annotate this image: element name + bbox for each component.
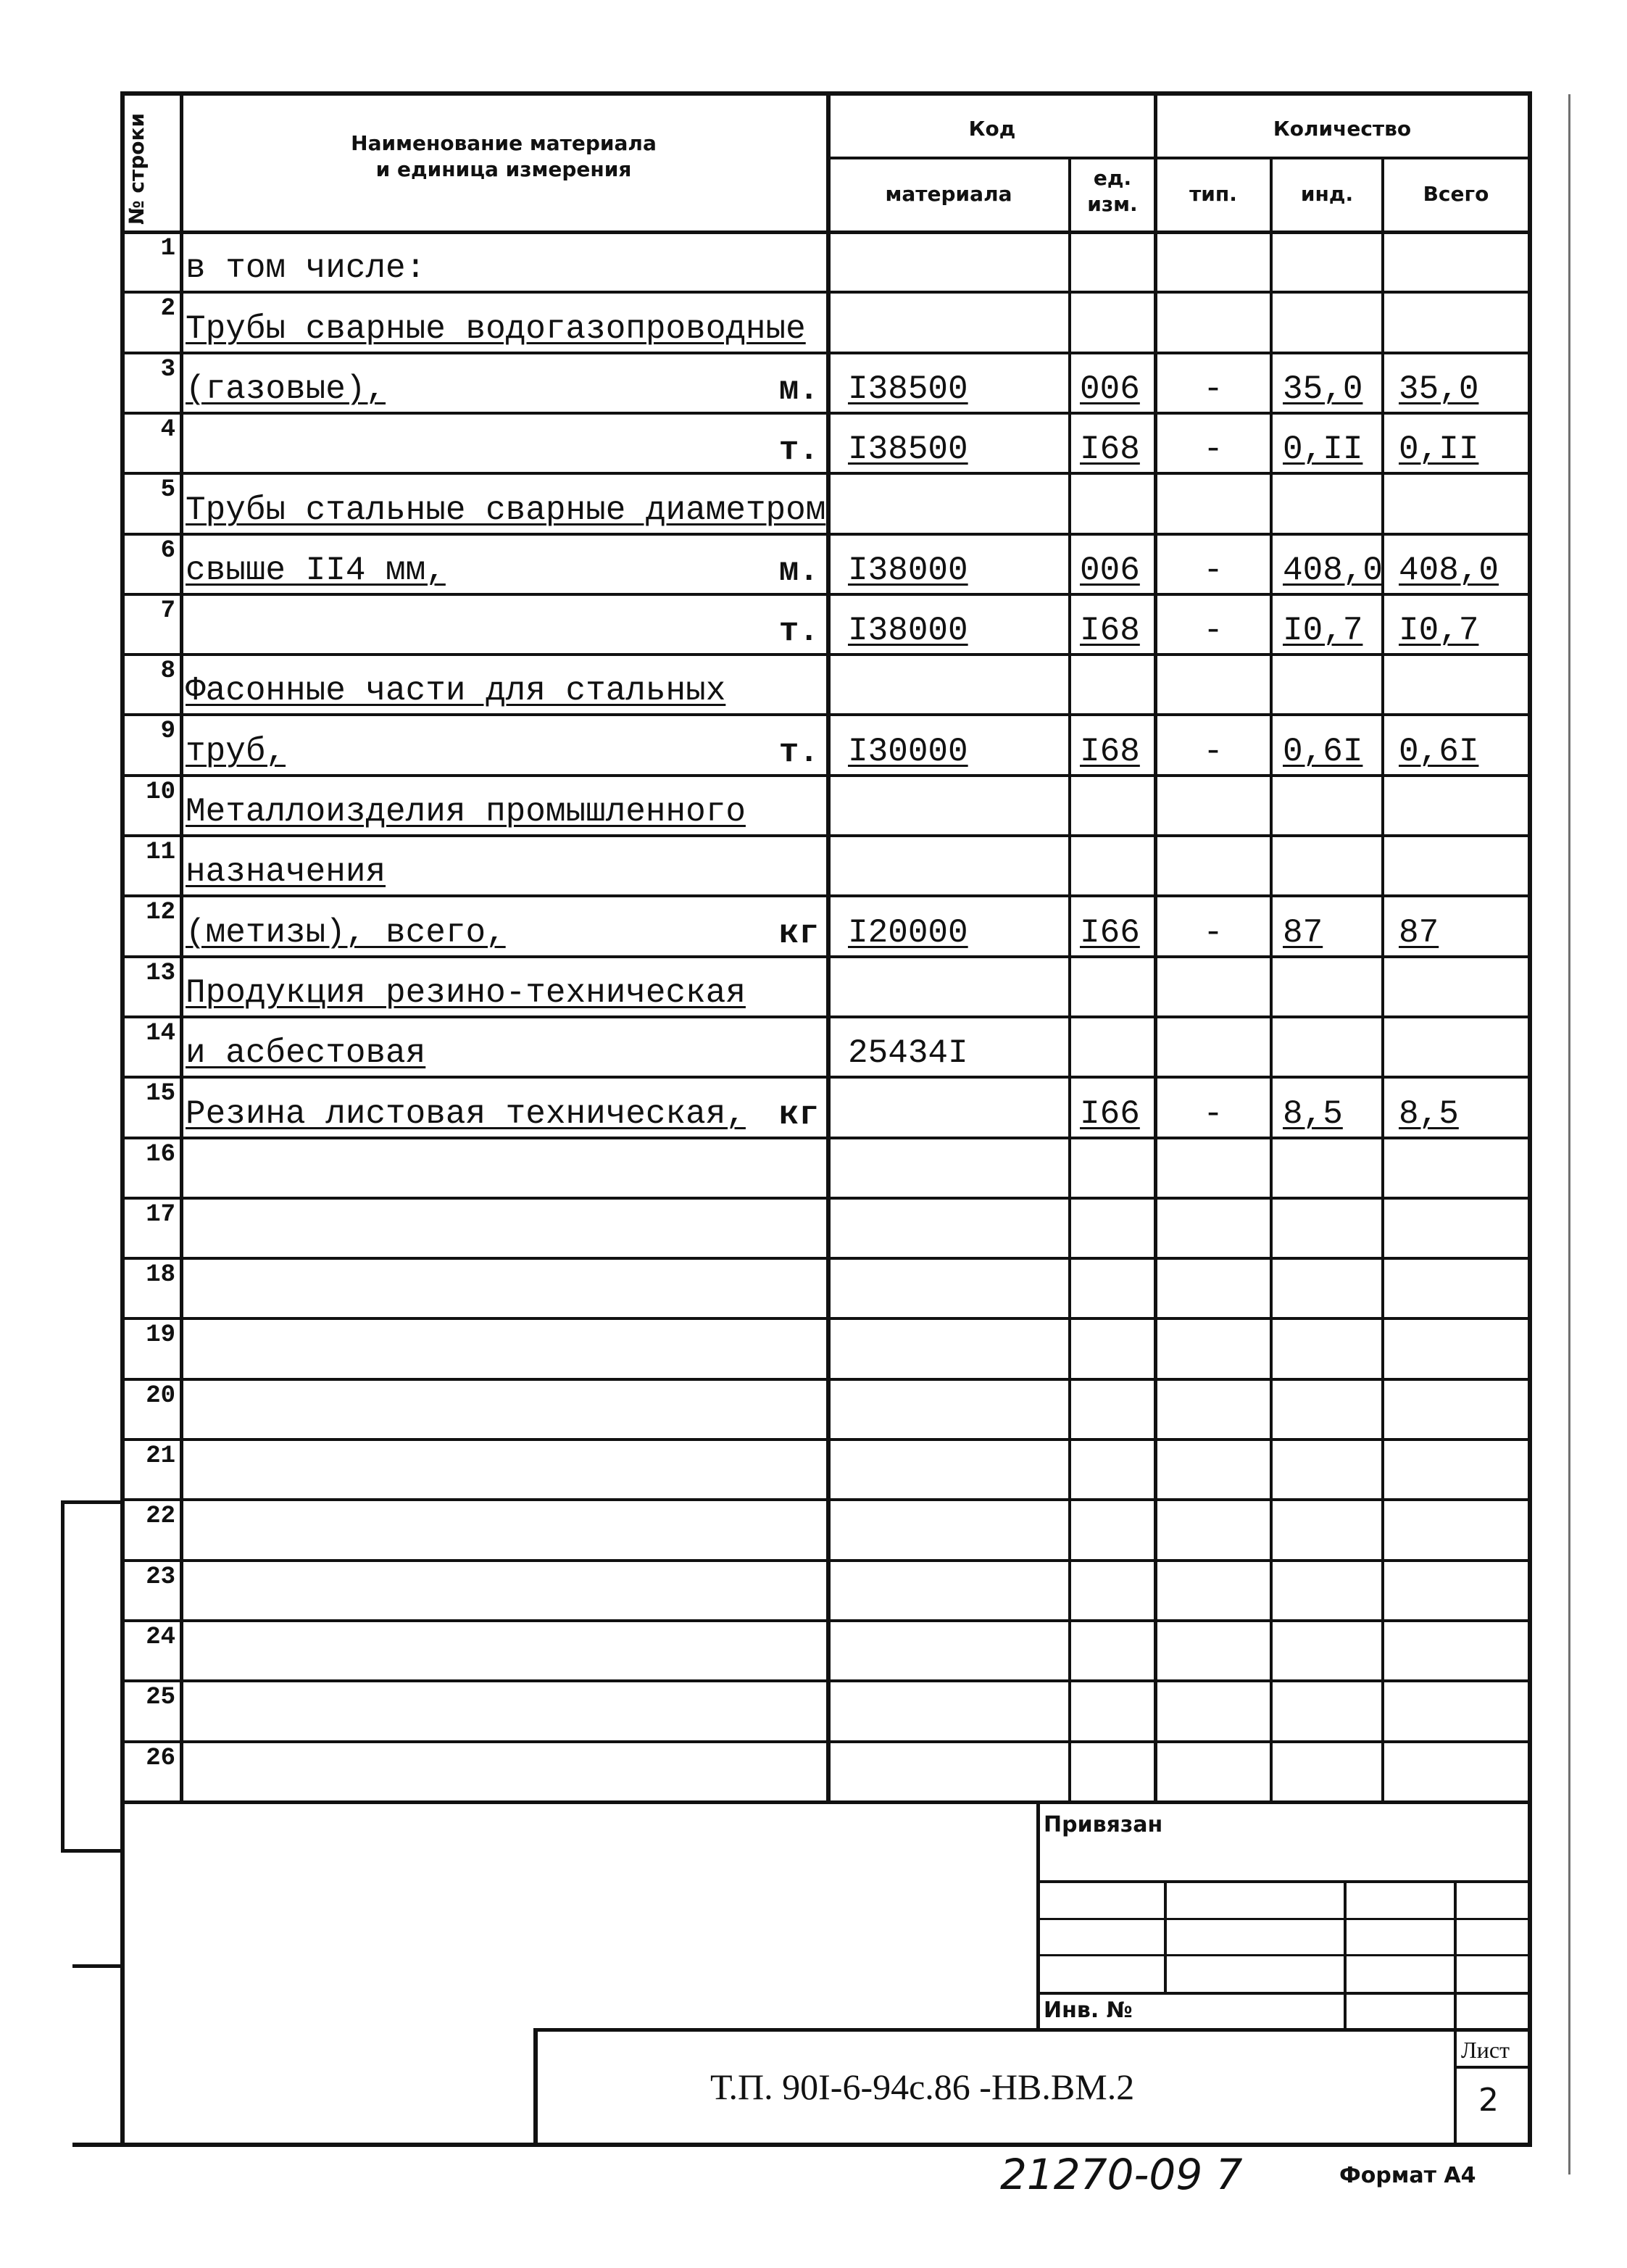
material-name: свыше II4 мм, <box>186 552 446 589</box>
row-divider <box>122 1679 1532 1682</box>
qty-total: 0,6I <box>1399 733 1479 770</box>
frame-right <box>1528 91 1532 2143</box>
binding-tick-1 <box>61 1500 122 1504</box>
qty-total: 8,5 <box>1399 1095 1459 1133</box>
unit-label: м. <box>778 552 819 590</box>
row-divider <box>122 774 1532 777</box>
row-divider <box>122 1740 1532 1743</box>
row-divider <box>122 1076 1532 1079</box>
unit-code: I66 <box>1080 1095 1140 1133</box>
material-code: 25434I <box>848 1034 968 1072</box>
row-number: 8 <box>160 657 175 685</box>
col-line-number <box>180 91 183 1802</box>
row-number: 26 <box>146 1745 175 1772</box>
qty-total: 0,II <box>1399 431 1479 468</box>
stamp-h2 <box>1036 1918 1532 1920</box>
row-divider <box>122 1257 1532 1260</box>
inv-label: Инв. № <box>1044 1998 1133 2023</box>
col-line-ind <box>1381 157 1384 1802</box>
unit-label: т. <box>778 734 819 771</box>
row-number: 7 <box>160 597 175 625</box>
col-line-material <box>1068 157 1071 1802</box>
stamp-h3 <box>1036 1954 1532 1956</box>
header-quantity: Количество <box>1273 117 1412 141</box>
row-divider <box>122 533 1532 536</box>
qty-ind: 408,0 <box>1283 552 1383 589</box>
unit-code: I68 <box>1080 733 1140 770</box>
qty-tip: - <box>1203 612 1223 649</box>
stamp-top <box>122 1800 1532 1804</box>
row-number: 2 <box>160 295 175 323</box>
row-divider <box>122 1559 1532 1562</box>
row-divider <box>122 894 1532 897</box>
row-number: 23 <box>146 1563 175 1591</box>
qty-total: I0,7 <box>1399 612 1479 649</box>
row-divider <box>122 593 1532 596</box>
row-divider <box>122 1197 1532 1200</box>
material-name: Трубы сварные водогазопроводные <box>186 310 806 348</box>
row-number: 13 <box>146 960 175 987</box>
row-number: 6 <box>160 537 175 565</box>
row-divider <box>122 1015 1532 1018</box>
unit-label: т. <box>778 431 819 469</box>
stamp-h4 <box>1036 1992 1532 1995</box>
binding-line <box>61 1500 65 1853</box>
row-divider <box>122 1137 1532 1139</box>
row-number: 18 <box>146 1261 175 1289</box>
row-divider <box>122 1317 1532 1320</box>
material-name: Резина листовая техническая, <box>186 1095 746 1133</box>
row-divider <box>122 834 1532 837</box>
row-divider <box>122 653 1532 656</box>
frame-left <box>120 91 125 2143</box>
qty-tip: - <box>1203 1095 1223 1133</box>
qty-tip: - <box>1203 552 1223 589</box>
qty-tip: - <box>1203 370 1223 408</box>
stamp-h1 <box>1036 1880 1532 1883</box>
row-divider <box>122 1619 1532 1622</box>
title-block-left <box>533 2028 538 2143</box>
handwritten-number: 21270-09 7 <box>1000 2150 1243 2199</box>
row-number: 9 <box>160 718 175 745</box>
unit-label: м. <box>778 371 819 409</box>
row-divider <box>122 1378 1532 1381</box>
stamp-v2 <box>1344 1880 1347 2031</box>
header-total: Всего <box>1423 182 1489 206</box>
qty-ind: 0,6I <box>1283 733 1363 770</box>
unit-label: т. <box>778 612 819 650</box>
row-number: 16 <box>146 1141 175 1168</box>
row-number: 15 <box>146 1080 175 1108</box>
row-divider <box>122 472 1532 475</box>
material-name: Фасонные части для стальных <box>186 672 726 710</box>
format-label: Формат А4 <box>1339 2163 1476 2188</box>
material-code: I38500 <box>848 431 968 468</box>
material-code: I30000 <box>848 733 968 770</box>
material-name: назначения <box>186 853 386 891</box>
row-number: 11 <box>146 839 175 866</box>
row-number: 3 <box>160 356 175 383</box>
title-block-top <box>533 2028 1532 2032</box>
material-name: Металлоизделия промышленного <box>186 793 746 831</box>
unit-label: кг <box>778 1096 819 1134</box>
material-name: Трубы стальные сварные диаметром <box>186 491 826 529</box>
row-divider <box>122 291 1532 294</box>
binding-tick-2 <box>61 1849 122 1853</box>
qty-total: 87 <box>1399 914 1439 952</box>
material-name: и асбестовая <box>186 1034 426 1072</box>
qty-tip: - <box>1203 914 1223 952</box>
qty-ind: 35,0 <box>1283 370 1363 408</box>
privyazan-label: Привязан <box>1044 1812 1163 1837</box>
material-code: I38000 <box>848 552 968 589</box>
qty-ind: 8,5 <box>1283 1095 1343 1133</box>
col-line-name <box>826 91 831 1802</box>
frame-bottom <box>72 2143 1532 2147</box>
right-margin-line <box>1568 94 1570 2174</box>
material-code: I38500 <box>848 370 968 408</box>
row-number: 10 <box>146 778 175 806</box>
material-name: в том числе: <box>186 249 426 287</box>
qty-ind: I0,7 <box>1283 612 1363 649</box>
row-number: 5 <box>160 476 175 504</box>
header-tip: тип. <box>1189 182 1237 206</box>
row-number: 19 <box>146 1321 175 1349</box>
stamp-v1 <box>1164 1880 1167 1992</box>
row-number: 24 <box>146 1624 175 1651</box>
unit-code: 006 <box>1080 552 1140 589</box>
stamp-v3 <box>1454 1880 1457 2143</box>
row-divider <box>122 412 1532 415</box>
binding-tick-3 <box>72 1964 122 1968</box>
sheet-number: 2 <box>1478 2082 1499 2119</box>
row-number: 25 <box>146 1684 175 1711</box>
material-name: труб, <box>186 733 286 770</box>
sheet-label: Лист <box>1461 2037 1510 2063</box>
qty-tip: - <box>1203 733 1223 770</box>
header-row-number: № строки <box>125 112 149 225</box>
row-number: 14 <box>146 1020 175 1047</box>
header-unit: ед. изм. <box>1087 166 1138 216</box>
row-divider <box>122 955 1532 958</box>
material-name: Продукция резино-техническая <box>186 974 746 1012</box>
row-number: 22 <box>146 1503 175 1530</box>
row-number: 1 <box>160 235 175 262</box>
row-number: 20 <box>146 1382 175 1410</box>
qty-tip: - <box>1203 431 1223 468</box>
qty-total: 35,0 <box>1399 370 1479 408</box>
header-code: Код <box>968 117 1016 141</box>
row-number: 12 <box>146 899 175 926</box>
header-material: материала <box>885 182 1012 206</box>
material-name: (метизы), всего, <box>186 914 506 952</box>
row-divider <box>122 352 1532 354</box>
header-ind: инд. <box>1300 182 1354 206</box>
unit-code: I68 <box>1080 612 1140 649</box>
header-mid <box>829 157 1532 159</box>
qty-ind: 0,II <box>1283 431 1363 468</box>
material-code: I20000 <box>848 914 968 952</box>
row-divider <box>122 1498 1532 1501</box>
unit-code: I66 <box>1080 914 1140 952</box>
unit-code: 006 <box>1080 370 1140 408</box>
document-code: Т.П. 90I-6-94с.86 -НВ.ВМ.2 <box>710 2066 1135 2107</box>
row-number: 4 <box>160 416 175 444</box>
unit-code: I68 <box>1080 431 1140 468</box>
material-name: (газовые), <box>186 370 386 408</box>
qty-ind: 87 <box>1283 914 1323 952</box>
unit-label: кг <box>778 915 819 952</box>
sheet-label-line <box>1454 2066 1532 2069</box>
row-number: 21 <box>146 1442 175 1470</box>
qty-total: 408,0 <box>1399 552 1499 589</box>
row-divider <box>122 1438 1532 1441</box>
row-number: 17 <box>146 1201 175 1229</box>
col-line-tip <box>1270 157 1273 1802</box>
header-name: Наименование материала и единица измерения <box>351 131 657 181</box>
material-code: I38000 <box>848 612 968 649</box>
row-divider <box>122 713 1532 716</box>
